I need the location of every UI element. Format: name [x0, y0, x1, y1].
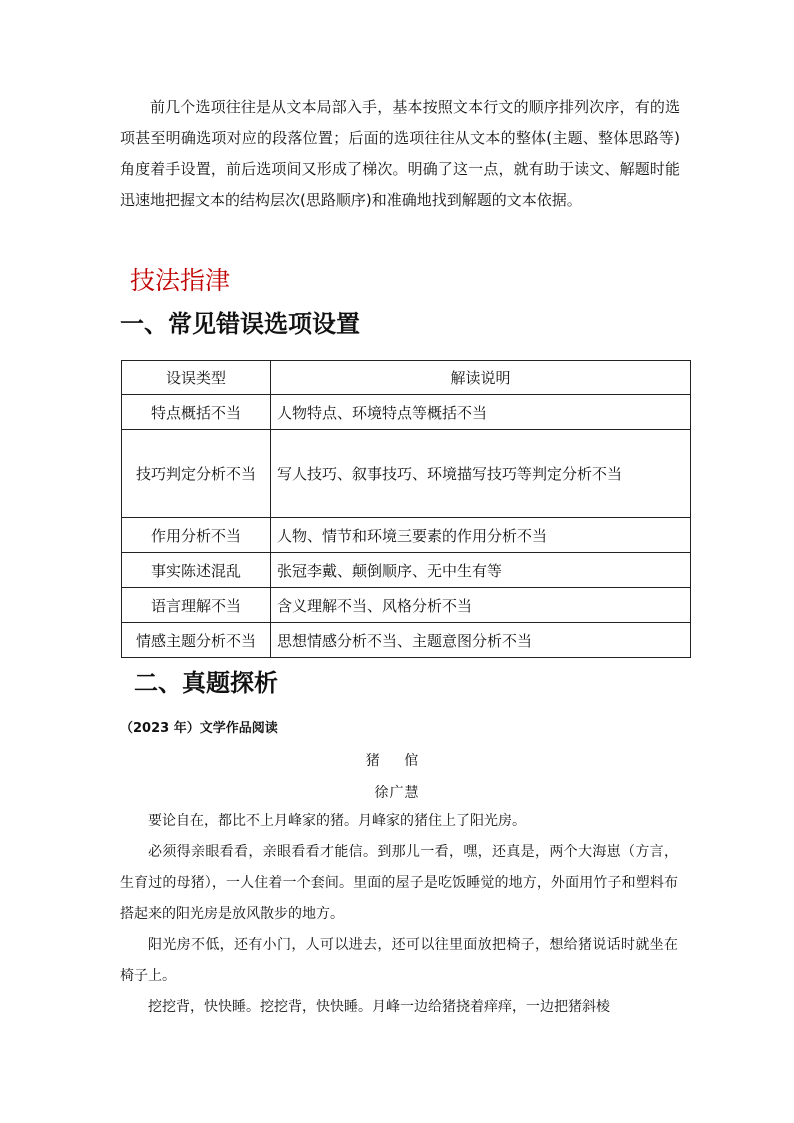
intro-paragraph: 前几个选项往往是从文本局部入手，基本按照文本行文的顺序排列次序，有的选项甚至明确选项对应的段落位置；后面的选项往往从文本的整体(主题、整体思路等)角度着手设置，前后选项间又形成了梯次。明确了这一点，就有助于读文、解题时能迅速地把握文本的结构层次(思路顺序)和准确地找到解题的文本依据。: [120, 98, 680, 209]
table-row: [122, 518, 691, 553]
table-header-cell: 设误类型: [122, 361, 271, 395]
error-desc-cell: 张冠李戴、颠倒顺序、无中生有等: [271, 553, 691, 588]
table-row: [122, 553, 691, 588]
heading-common-errors: 一、常见错误选项设置: [120, 310, 360, 338]
heading-exam-analysis: 二、真题探析: [134, 669, 278, 697]
story-paragraph: 必须得亲眼看看，亲眼看看才能信。到那儿一看，嘿，还真是，两个大海崽（方言，生育过的母猪），一人住着一个套间。里面的屋子是吃饭睡觉的地方，外面用竹子和塑料布搭起来的阳光房是放风散步的地方。: [120, 844, 678, 922]
story-paragraph: 挖挖背，快快睡。挖挖背，快快睡。月峰一边给猪挠着痒痒，一边把猪斜棱: [148, 999, 610, 1015]
table-header-row: [122, 361, 691, 395]
error-type-cell: 作用分析不当: [122, 518, 271, 553]
error-type-cell: 技巧判定分析不当: [122, 430, 271, 518]
error-type-cell: 情感主题分析不当: [122, 623, 271, 658]
error-desc-cell: 人物、情节和环境三要素的作用分析不当: [271, 518, 691, 553]
table-row: [122, 430, 691, 518]
story-body: [120, 806, 678, 1023]
story-paragraph: 阳光房不低，还有小门，人可以进去，还可以往里面放把椅子，想给猪说话时就坐在椅子上。: [120, 937, 678, 984]
story-paragraph: 要论自在，都比不上月峰家的猪。月峰家的猪住上了阳光房。: [148, 813, 526, 829]
source-label: （2023 年）文学作品阅读: [120, 721, 278, 736]
table-row: [122, 395, 691, 430]
error-type-cell: 特点概括不当: [122, 395, 271, 430]
table-header-cell: 解读说明: [271, 361, 691, 395]
story-author: 徐广慧: [374, 785, 420, 801]
section-label: 技法指津: [130, 266, 231, 295]
story-title: 猪 倌: [365, 753, 429, 769]
error-desc-cell: 人物特点、环境特点等概括不当: [271, 395, 691, 430]
error-type-cell: 语言理解不当: [122, 588, 271, 623]
error-types-table: [121, 360, 691, 658]
error-type-cell: 事实陈述混乱: [122, 553, 271, 588]
error-desc-cell: 思想情感分析不当、主题意图分析不当: [271, 623, 691, 658]
error-desc-cell: 写人技巧、叙事技巧、环境描写技巧等判定分析不当: [271, 430, 691, 518]
error-desc-cell: 含义理解不当、风格分析不当: [271, 588, 691, 623]
table-row: [122, 623, 691, 658]
table-row: [122, 588, 691, 623]
